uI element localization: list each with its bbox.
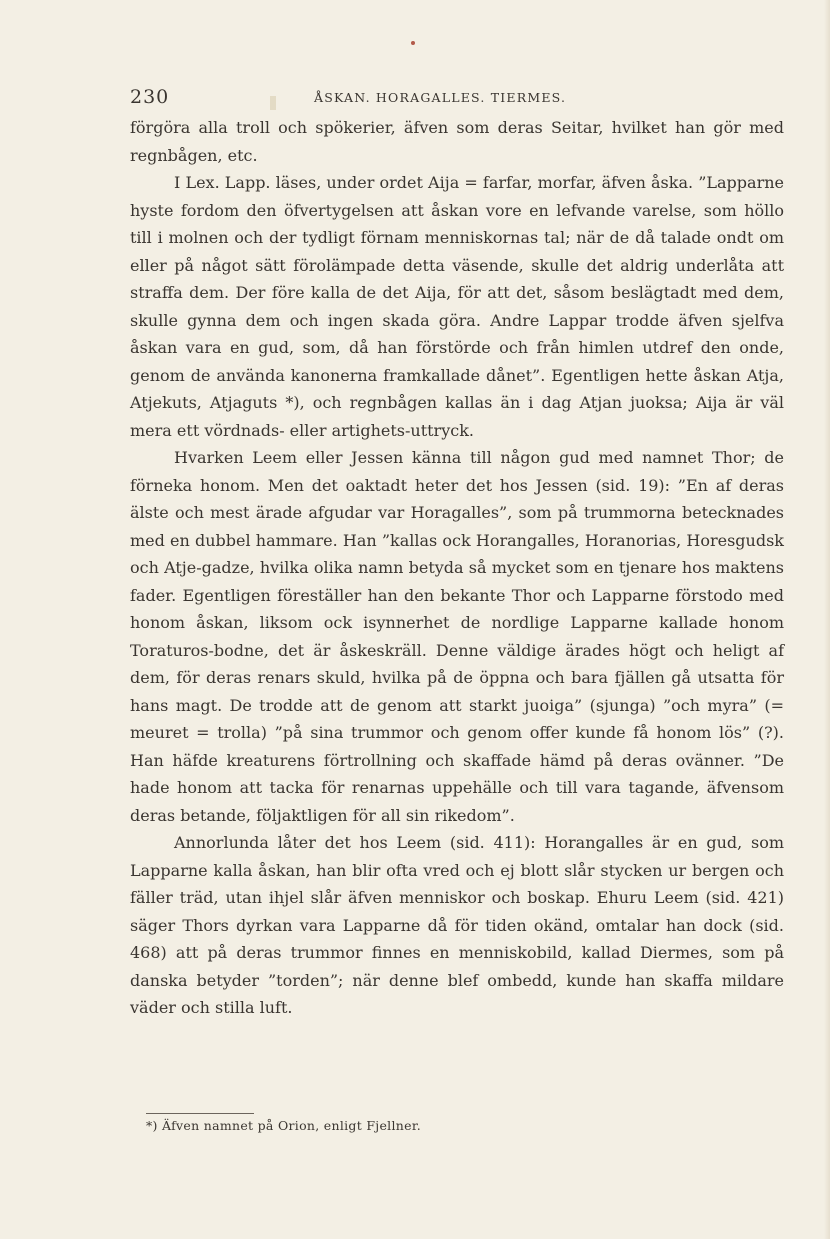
page-edge-shadow [824, 0, 830, 1239]
running-title: ÅSKAN. HORAGALLES. TIERMES. [314, 90, 567, 105]
footnote: *) Äfven namnet på Orion, enligt Fjellner. [146, 1118, 421, 1133]
page-number: 230 [130, 86, 170, 108]
paragraph-3: Hvarken Leem eller Jessen känna till någon gud med namnet Thor; de förneka honom. Men det oaktadt heter det hos Jessen (sid. 19): ”En af deras älste och mest ärade afgudar var Horagalles”, som på trummorna betecknades med en dubbel hammare. Han ”kallas ock Horangalles, Horanorias, Horesgudsk och Atje-gadze, hvilka olika namn betyda så mycket som en tjenare hos maktens fader. Egentligen föreställer han den bekante Thor och Lapparne förstodo med honom åskan, liksom ock isynnerhet de nordlige Lapparne kallade honom Toraturos-bodne, det är åskeskräll. Denne väldige ärades högt och heligt af dem, för deras renars skuld, hvilka på de öppna och bara fjällen gå utsatta för hans magt. De trodde att de genom att starkt juoiga” (sjunga) ”och myra” (= meuret = trolla) ”på sina trummor och genom offer kunde få honom lös” (?). Han häfde kreaturens förtrollning och skaffade hämd på deras ovänner. ”De hade honom att tacka för renarnas uppehälle och till vara tagande, äfvensom deras betande, följaktligen för all sin rikedom”. [130, 448, 784, 825]
paragraph-1: förgöra alla troll och spökerier, äfven som deras Seitar, hvilket han gör med regnbågen, etc. [130, 118, 784, 165]
ink-speck [411, 41, 415, 45]
footnote-rule [146, 1113, 254, 1114]
paragraph-4: Annorlunda låter det hos Leem (sid. 411): Horangalles är en gud, som Lapparne kalla åskan, han blir ofta vred och ej blott slår stycken ur bergen och fäller träd, utan ihjel slår äfven menniskor och boskap. Ehuru Leem (sid. 421) säger Thors dyrkan vara Lapparne då för tiden okänd, omtalar han dock (sid. 468) att på deras trummor finnes en menniskobild, kallad Diermes, som på danska betyder ”torden”; när denne blef ombedd, kunde han skaffa mildare väder och stilla luft. [130, 833, 784, 1017]
page-header [130, 86, 700, 108]
paragraph-2: I Lex. Lapp. läses, under ordet Aija = farfar, morfar, äfven åska. ”Lapparne hyste fordom den öfvertygelsen att åskan vore en lefvande varelse, som höllo till i molnen och der tydligt förnam menniskornas tal; när de då talade ondt om eller på något sätt förolämpade detta väsende, skulle det aldrig underlåta att straffa dem. Der före kalla de det Aija, för att det, såsom beslägtadt med dem, skulle gynna dem och ingen skada göra. Andre Lappar trodde äfven sjelfva åskan vara en gud, som, då han förstörde och från himlen utdref den onde, genom de använda kanonerna framkallade dånet”. Egentligen hette åskan Atja, Atjekuts, Atjaguts *), och regnbågen kallas än i dag Atjan juoksa; Aija är väl mera ett vördnads- eller artighets-uttryck. [130, 173, 784, 440]
body-text [130, 114, 784, 1022]
